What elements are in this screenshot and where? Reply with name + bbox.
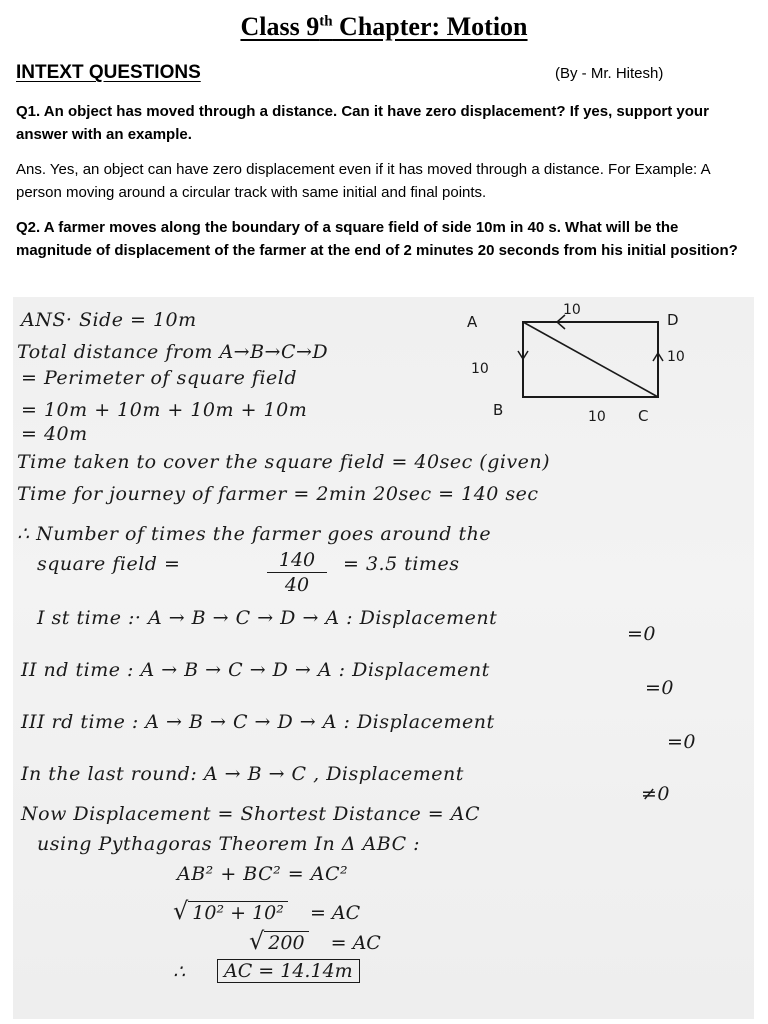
section-heading: INTEXT QUESTIONS: [16, 62, 201, 83]
square-field-diagram: [463, 299, 693, 429]
solution-line-sum: = 10m + 10m + 10m + 10m: [21, 399, 308, 421]
solution-line-rounds-intro: ∴ Number of times the farmer goes around the: [17, 523, 492, 545]
solution-line-total-distance: Total distance from A→B→C→D: [17, 341, 329, 363]
equation-pythagoras: AB² + BC² = AC²: [177, 863, 349, 885]
solution-line-rounds-result: = 3.5 times: [343, 553, 460, 575]
round-2-path: II nd time : A → B → C → D → A : Displacement: [21, 659, 490, 681]
question-1: Q1. An object has moved through a distance. Can it have zero displacement? If yes, support your answer with an example.: [16, 103, 709, 143]
last-round-path: In the last round: A → B → C , Displacement: [21, 763, 464, 785]
vertex-c: C: [638, 407, 649, 425]
vertex-b: B: [493, 401, 504, 419]
solution-line-journey-time: Time for journey of farmer = 2min 20sec = 140 sec: [17, 483, 539, 505]
last-round-displacement: ≠0: [641, 783, 671, 805]
round-2-displacement: =0: [645, 677, 675, 699]
vertex-a: A: [467, 313, 478, 331]
handwritten-solution-photo: [13, 297, 754, 1019]
answer-1: Ans. Yes, an object can have zero displacement even if it has moved through a distance. For Example: A person moving around a circular track with same initial and final points.: [16, 161, 710, 201]
vertex-d: D: [667, 311, 679, 329]
solution-line-side: ANS· Side = 10m: [21, 309, 197, 331]
therefore-symbol: ∴: [173, 961, 186, 983]
author-credit: (By - Mr. Hitesh): [555, 65, 664, 82]
round-3-displacement: =0: [667, 731, 697, 753]
equation-sqrt-200: √ 200 = AC: [249, 927, 381, 955]
page-title: Class 9th Chapter: Motion: [240, 12, 528, 41]
solution-line-pythagoras: using Pythagoras Theorem In Δ ABC :: [37, 833, 421, 855]
side-bottom-label: 10: [588, 409, 606, 425]
final-answer-box: AC = 14.14m: [217, 959, 360, 983]
side-right-label: 10: [667, 349, 685, 365]
side-left-label: 10: [471, 361, 489, 377]
side-top-label: 10: [563, 302, 581, 318]
solution-line-square-field: square field =: [37, 553, 181, 575]
solution-line-shortest: Now Displacement = Shortest Distance = AC: [21, 803, 480, 825]
solution-line-total: = 40m: [21, 423, 88, 445]
rounds-fraction: $\frac{140}{40}$: [267, 549, 327, 596]
solution-line-time-taken: Time taken to cover the square field = 40sec (given): [17, 451, 551, 473]
solution-line-perimeter: = Perimeter of square field: [21, 367, 298, 389]
question-2: Q2. A farmer moves along the boundary of a square field of side 10m in 40 s. What will be the magnitude of displacement of the farmer at the end of 2 minutes 20 seconds from his initial position?: [16, 219, 738, 259]
equation-sqrt-sum: √ 10² + 10² = AC: [173, 897, 361, 925]
round-1-displacement: =0: [627, 623, 657, 645]
round-3-path: III rd time : A → B → C → D → A : Displacement: [21, 711, 495, 733]
round-1-path: I st time :· A → B → C → D → A : Displacement: [37, 607, 498, 629]
